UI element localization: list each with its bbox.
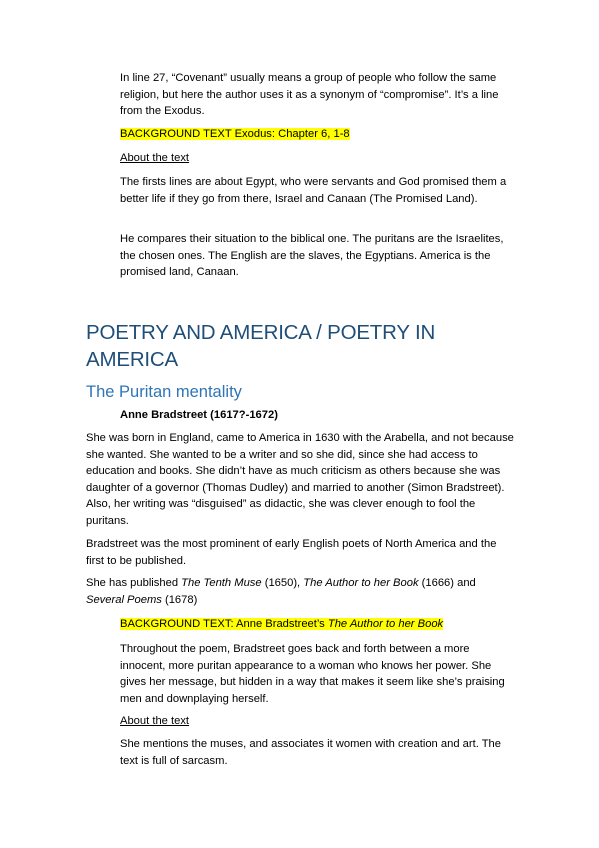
paragraph-poem-analysis: Throughout the poem, Bradstreet goes back and forth between a more innocent, more puritan appearance to a woman who knows her power. She gives her message, but hidden in a way that makes it seem like she’s praising men and downplaying herself.	[120, 643, 505, 705]
about-the-text-heading: About the text	[120, 152, 190, 164]
background-poem-title: The Author to her Book	[327, 618, 444, 630]
section-heading-poetry-america: POETRY AND AMERICA / POETRY IN AMERICA	[86, 321, 436, 371]
work-title-several-poems: Several Poems	[86, 593, 162, 606]
work-title-author-to-her-book: The Author to her Book	[303, 577, 419, 589]
paragraph-comparison: He compares their situation to the biblical one. The puritans are the Israelites, the chosen ones. The English are the slaves, the Egyptians. America is the promised land, Canaan.	[120, 233, 504, 279]
paragraph-published-works	[86, 575, 516, 608]
work-title-tenth-muse: The Tenth Muse	[181, 577, 262, 589]
paragraph-covenant: In line 27, “Covenant” usually means a group of people who follow the same religion, but here the author uses it as a synonym of “compromise”. It’s a line from the Exodus.	[120, 72, 499, 118]
paragraph-prominent-poet: Bradstreet was the most prominent of early English poets of North America and the first to be published.	[86, 538, 497, 567]
work-year-1: (1650),	[261, 577, 304, 589]
work-year-3: (1678)	[161, 593, 198, 606]
author-title: Anne Bradstreet (1617?-1672)	[120, 409, 278, 421]
works-intro: She has published	[86, 577, 182, 589]
work-year-2: (1666) and	[418, 577, 476, 589]
subsection-heading-puritan-mentality: The Puritan mentality	[86, 383, 242, 401]
background-text-bradstreet	[120, 616, 516, 633]
paragraph-egypt: The firsts lines are about Egypt, who were servants and God promised them a better life if they go from there, Israel and Canaan (The Promised Land).	[120, 176, 507, 205]
highlighted-background-label: BACKGROUND TEXT Exodus: Chapter 6, 1-8	[120, 128, 350, 140]
background-text-exodus	[120, 126, 516, 143]
background-prefix: BACKGROUND TEXT: Anne Bradstreet’s	[120, 618, 328, 630]
paragraph-biography: She was born in England, came to America in 1630 with the Arabella, and not because she wanted. She wanted to be a writer and so she did, since she had access to education and books. She didn’t have as much criticism as others because she was daughter of a governor (Thomas Dudley) and married to another (Simon Bradstreet). Also, her writing was “disguised” as didactic, she was clever enough to fool the puritans.	[86, 432, 514, 527]
paragraph-muses: She mentions the muses, and associates it women with creation and art. The text is full of sarcasm.	[120, 738, 501, 767]
highlighted-background-label-2	[120, 618, 443, 630]
about-the-text-heading-2: About the text	[120, 715, 190, 727]
